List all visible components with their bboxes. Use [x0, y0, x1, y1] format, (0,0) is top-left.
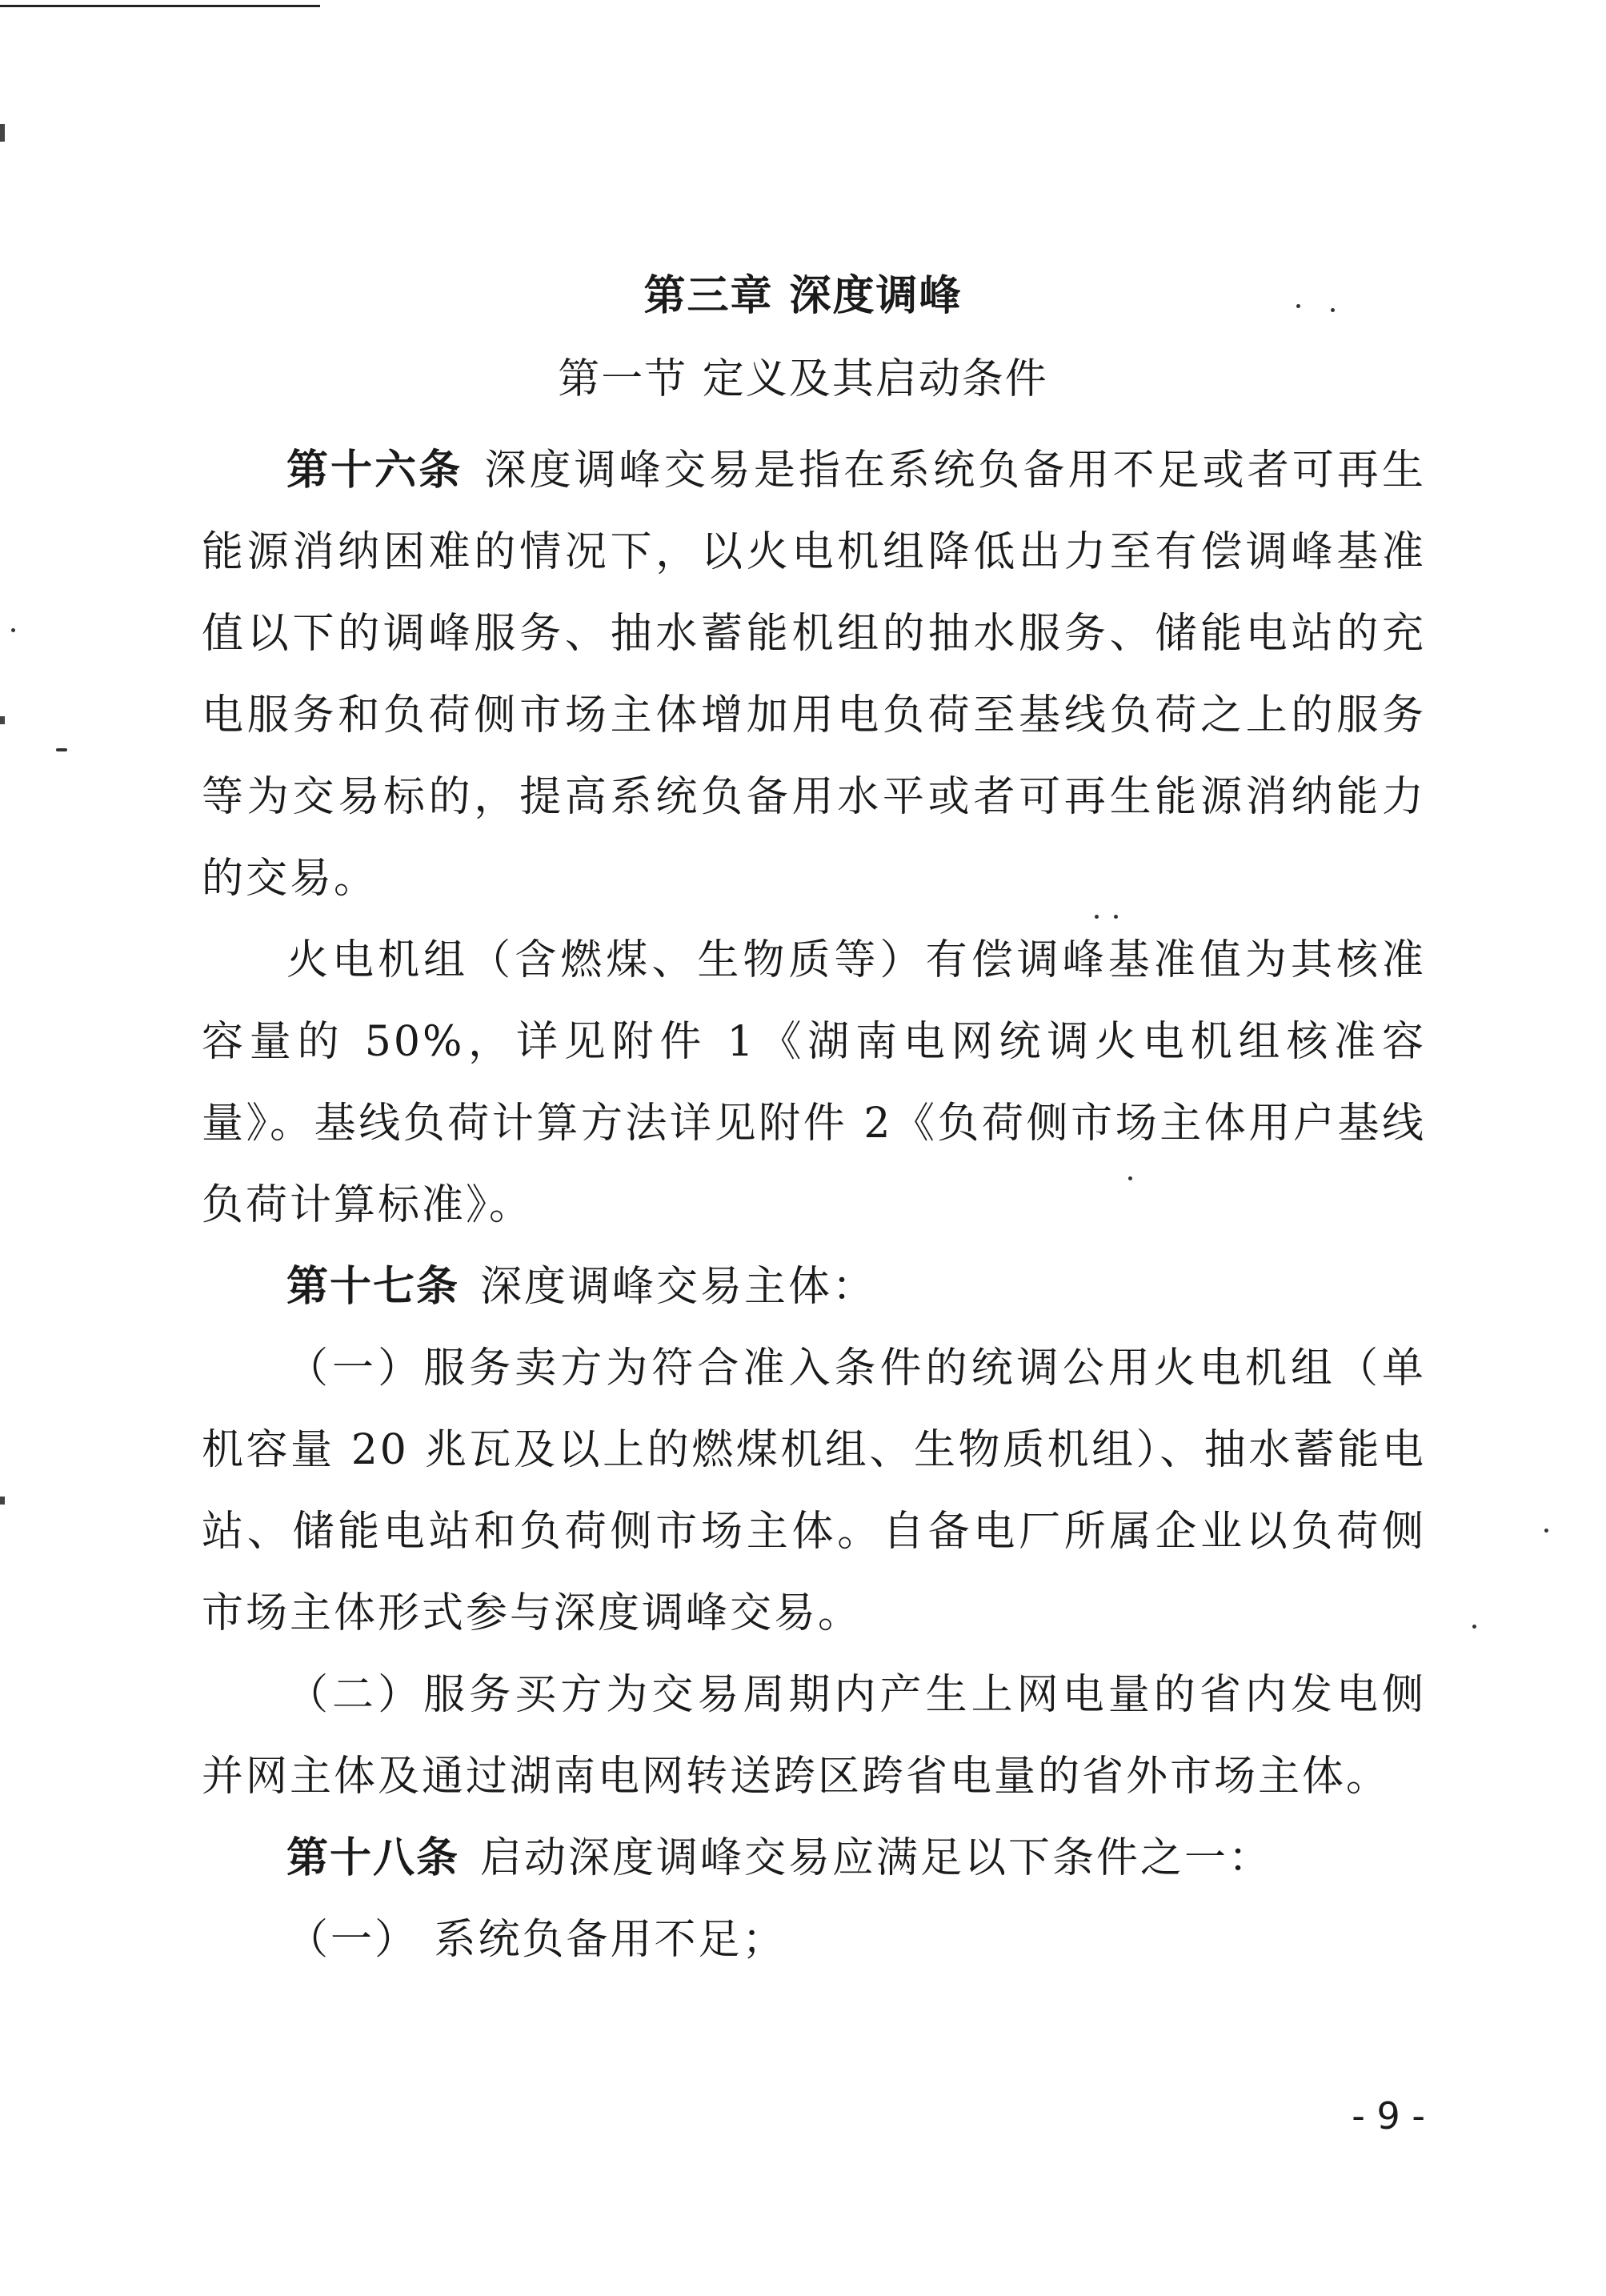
paragraph-text: （二）服务买方为交易周期内产生上网电量的省内发电侧并网主体及通过湖南电网转送跨区跨省电量的省外市场主体。: [202, 1671, 1426, 1801]
chapter-title: 第三章 深度调峰: [643, 272, 963, 320]
paragraph-article-16: [202, 430, 1426, 920]
paragraph-item-seller: [202, 1328, 1426, 1654]
paragraph-condition-1: [202, 1899, 1426, 1981]
paragraph-article-18: [202, 1817, 1426, 1899]
scan-mark: [0, 124, 5, 142]
scan-speck: [11, 628, 15, 632]
scan-mark: [0, 1497, 5, 1505]
paragraph-item-buyer: [202, 1654, 1426, 1817]
paragraph-text: 深度调峰交易主体：: [480, 1263, 877, 1311]
scan-mark: [0, 716, 5, 724]
section-title: 第一节 定义及其启动条件: [558, 355, 1048, 403]
paragraph-text: 火电机组（含燃煤、生物质等）有偿调峰基准值为其核准容量的 50%，详见附件 1《湖南电网统调火电机组核准容量》。基线负荷计算方法详见附件 2《负荷侧市场主体用户基线负荷计算标准》。: [202, 936, 1426, 1229]
body-text: [202, 430, 1426, 1981]
top-rule-line: [0, 5, 320, 7]
article-number: 第十七条: [286, 1263, 460, 1311]
paragraph-text: 深度调峰交易是指在系统负备用不足或者可再生能源消纳困难的情况下，以火电机组降低出力至有偿调峰基准值以下的调峰服务、抽水蓄能机组的抽水服务、储能电站的充电服务和负荷侧市场主体增加用电负荷至基线负荷之上的服务等为交易标的，提高系统负备用水平或者可再生能源消纳能力的交易。: [202, 447, 1426, 903]
page-number: - 9 -: [1352, 2094, 1425, 2138]
scan-speck: [1472, 1625, 1476, 1629]
scan-speck: [56, 748, 67, 751]
article-number: 第十八条: [286, 1834, 460, 1882]
paragraph-article-17: [202, 1246, 1426, 1328]
paragraph-text: 启动深度调峰交易应满足以下条件之一：: [480, 1834, 1273, 1882]
article-number: 第十六条: [286, 447, 463, 495]
scan-speck: [1544, 1529, 1548, 1533]
paragraph-text: （一）服务卖方为符合准入条件的统调公用火电机组（单机容量 20 兆瓦及以上的燃煤机组、生物质机组）、抽水蓄能电站、储能电站和负荷侧市场主体。自备电厂所属企业以负荷侧市场主体形式参与深度调峰交易。: [202, 1344, 1426, 1637]
paragraph-text: （一） 系统负备用不足；: [286, 1916, 787, 1964]
paragraph-benchmark: [202, 920, 1426, 1246]
